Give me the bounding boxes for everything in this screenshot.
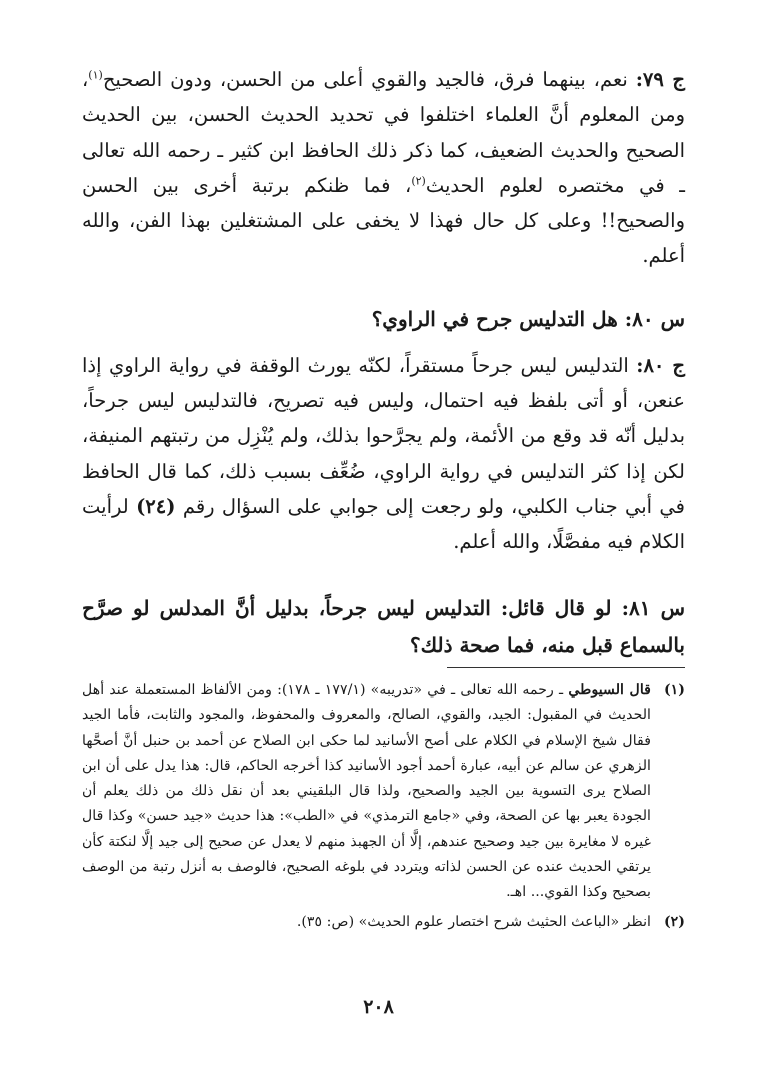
footnote-2-text: انظر «الباعث الحثيث شرح اختصار علوم الحديث» (ص: ٣٥). [296, 913, 651, 930]
answer-80-text-end: لرأيت الكلام فيه مفصَّلًا، والله أعلم. [82, 494, 685, 554]
footnote-1-body [82, 678, 651, 906]
answer-80-label: ج ٨٠: [636, 353, 686, 377]
answer-80-text: التدليس ليس جرحاً مستقراً، لكنّه يورث الوقفة في رواية الراوي إذا عنعن، أو أتى بلفظ فيه احتمال، وليس فيه تصريح، فالتدليس ليس جرحاً، بدليل أنّه قد وقع من الأئمة، ولم يجرَّحوا بذلك، ولم يُنْزِل من رتبتهم المنيفة، لكن إذا كثر التدليس في رواية الراوي، ضُعِّف بسبب ذلك، كما قال الحافظ في أبي جناب الكلبي، ولو رجعت إلى جوابي على السؤال رقم [82, 353, 686, 518]
question-number-ref: (٢٤) [136, 494, 176, 518]
answer-79-text-b: ، ومن المعلوم أنَّ العلماء اختلفوا في تحديد الحديث الحسن، بين الحديث الصحيح والحديث الضعيف، كما ذكر ذلك الحافظ ابن كثير ـ رحمه الله تعالى ـ في مختصره لعلوم الحديث [82, 68, 686, 197]
answer-79-label: ج ٧٩: [635, 68, 685, 91]
answer-79-text-a: نعم، بينهما فرق، فالجيد والقوي أعلى من الحسن، ودون الصحيح [102, 68, 628, 91]
footnote-2 [82, 910, 685, 935]
question-80-label: س ٨٠: [624, 306, 685, 331]
answer-79 [82, 62, 685, 274]
answer-79-text-c: ، فما ظنكم برتبة أخرى بين الحسن والصحيح!! وعلى كل حال فهذا لا يخفى على المشتغلين بهذا الفن، والله أعلم. [82, 173, 685, 268]
footnote-1 [82, 678, 685, 906]
footnote-2-number: (٢) [663, 913, 685, 930]
question-80-text: هل التدليس جرح في الراوي؟ [371, 306, 618, 331]
question-81 [82, 590, 685, 664]
answer-80 [82, 348, 685, 560]
footnote-divider [447, 667, 685, 668]
footnote-ref-2: (٢) [411, 174, 426, 188]
question-81-label: س ٨١: [621, 595, 685, 620]
footnote-1-text: ـ رحمه الله تعالى ـ في «تدريبه» (١٧٧/١ ـ ١٧٨): ومن الألفاظ المستعملة عند أهل الحديث في المقبول: الجيد، والقوي، الصالح، والمعروف والمحفوظ، والمجود والثابت، فأما الجيد فقال شيخ الإسلام في الكلام على أصح الأسانيد لما حكى ابن الصلاح عن أحمد بن حنبل أنَّ أصحَّها الزهري عن سالم عن أبيه، عبارة أحمد أجود الأسانيد كذا أخرجه الحاكم، قال: هذا يدل على أن ابن الصلاح يرى التسوية بين الجيد والصحيح، ولذا قال البلقيني بعد أن نقل ذلك من ذلك يعلم أن الجودة يعبر بها عن الصحة، وفي «جامع الترمذي» في «الطب»: هذا حديث «جيد حسن» وكذا قال غيره لا مغايرة بين جيد وصحيح عندهم، إلَّا أن الجهبذ منهم لا يعدل عن صحيح إلى جيد إلَّا لنكتة كأن يرتقي الحديث عنده عن الحسن لذاته ويتردد في بلوغه الصحيح، فالوصف به أنزل رتبة من الوصف بصحيح وكذا القوي... اهـ. [82, 682, 651, 901]
footnote-ref-1: (١) [88, 68, 103, 82]
footnote-1-lead: قال السيوطي [568, 682, 651, 698]
footnote-1-number: (١) [663, 682, 685, 698]
question-80 [82, 301, 685, 338]
main-text [82, 62, 685, 664]
page-number: ٢٠٨ [363, 996, 394, 1018]
footnotes [82, 678, 685, 935]
question-81-text: لو قال قائل: التدليس ليس جرحاً، بدليل أنَّ المدلس لو صرَّح بالسماع قبل منه، فما صحة ذلك؟ [82, 595, 685, 657]
